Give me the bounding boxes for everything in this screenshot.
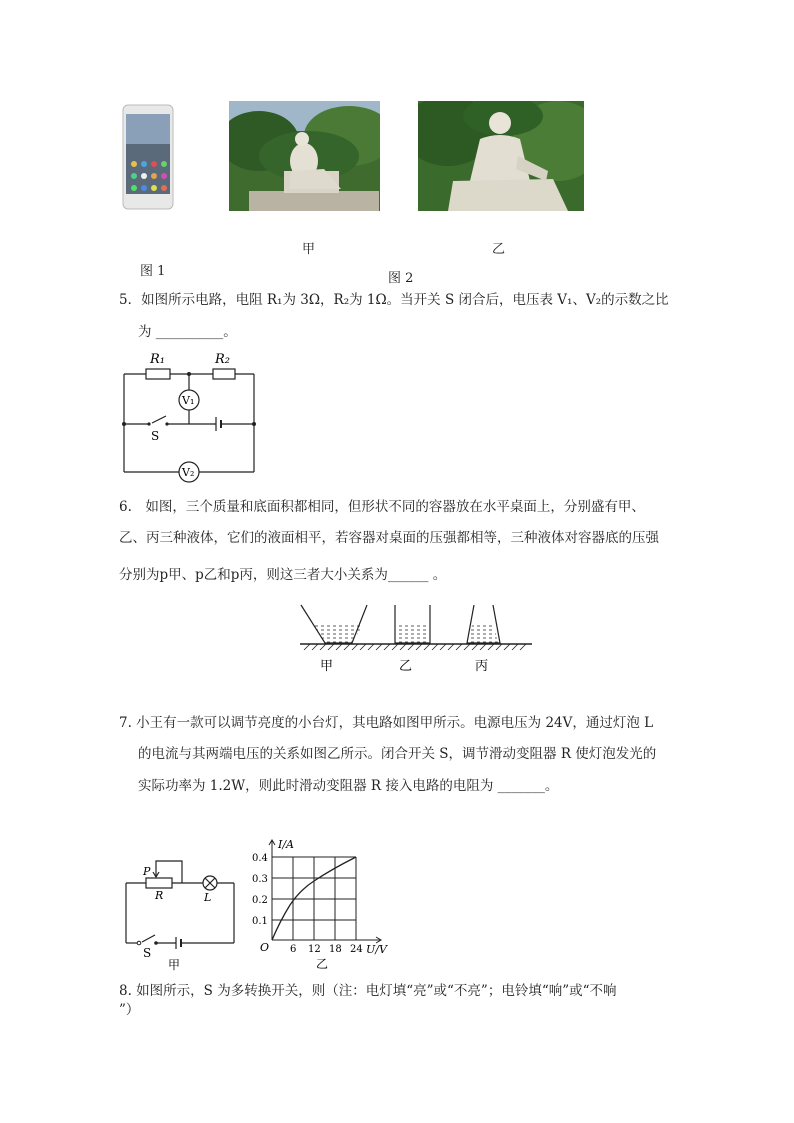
xtick-6: 6	[290, 944, 297, 955]
container-label-b: 乙	[399, 659, 413, 674]
label-r2: R₂	[215, 352, 230, 367]
phone-image	[122, 104, 174, 210]
q6-text-line2: 乙、丙三种液体，它们的液面相平，若容器对桌面的压强都相等，三种液体对容器底的压强	[119, 530, 659, 546]
q5-text-line1: 5．如图所示电路，电阻 R₁为 3Ω，R₂为 1Ω。当开关 S 闭合后，电压表 V₁、V₂的示数之比	[119, 292, 669, 308]
statue-photo-b	[418, 101, 584, 211]
label-s: S	[143, 946, 152, 960]
label-l: L	[204, 891, 212, 904]
photo-a-caption: 甲	[302, 242, 316, 257]
q8-text-line2: ”）	[119, 1002, 140, 1018]
ytick-0.4: 0.4	[252, 853, 268, 864]
q8-text-line1: 8. 如图所示，S 为多转换开关，则（注：电灯填“亮”或“不亮”；电铃填“响”或“不响	[119, 983, 617, 999]
graph-ylabel: I/A	[278, 838, 294, 851]
label-p: P	[143, 865, 151, 878]
xtick-24: 24	[350, 944, 363, 955]
label-v2: V₂	[182, 466, 195, 479]
q6-text-line3: 分别为p甲、p乙和p丙，则这三者大小关系为______ 。	[119, 567, 447, 583]
rheostat-r	[146, 878, 172, 888]
container-label-a: 甲	[320, 659, 334, 674]
q7-circuit-diagram	[118, 855, 242, 975]
ytick-0.1: 0.1	[252, 916, 268, 927]
xtick-18: 18	[329, 944, 342, 955]
resistor-r2	[213, 369, 235, 379]
q5-circuit-diagram	[118, 346, 260, 486]
q6-containers-diagram	[296, 600, 536, 676]
statue-photo-a	[229, 101, 380, 211]
q7-text-line1: 7. 小王有一款可以调节亮度的小台灯，其电路如图甲所示。电源电压为 24V，通过灯泡 L	[119, 715, 654, 731]
graph-xlabel: U/V	[366, 943, 387, 956]
xtick-12: 12	[308, 944, 321, 955]
figure-2-caption: 图 2	[388, 271, 414, 286]
figure-1-caption: 图 1	[140, 264, 166, 279]
q7-iu-graph	[250, 835, 392, 975]
label-r1: R₁	[150, 352, 165, 367]
q7-text-line2: 的电流与其两端电压的关系如图乙所示。闭合开关 S，调节滑动变阻器 R 使灯泡发光的	[138, 746, 657, 762]
container-label-c: 丙	[475, 659, 489, 674]
label-v1: V₁	[182, 394, 195, 407]
resistor-r1	[146, 369, 170, 379]
label-s: S	[151, 429, 160, 443]
ytick-0.2: 0.2	[252, 895, 268, 906]
q7-text-line3: 实际功率为 1.2W，则此时滑动变阻器 R 接入电路的电阻为 _______。	[138, 778, 559, 794]
circuit-caption: 甲	[168, 958, 181, 972]
label-r: R	[155, 889, 164, 902]
q6-text-line1: 6. 如图，三个质量和底面积都相同，但形状不同的容器放在水平桌面上，分别盛有甲、	[119, 499, 645, 515]
q5-text-line2: 为 __________。	[138, 324, 237, 340]
graph-origin: O	[260, 941, 270, 954]
photo-b-caption: 乙	[492, 242, 506, 257]
graph-caption: 乙	[316, 957, 329, 971]
ytick-0.3: 0.3	[252, 874, 268, 885]
